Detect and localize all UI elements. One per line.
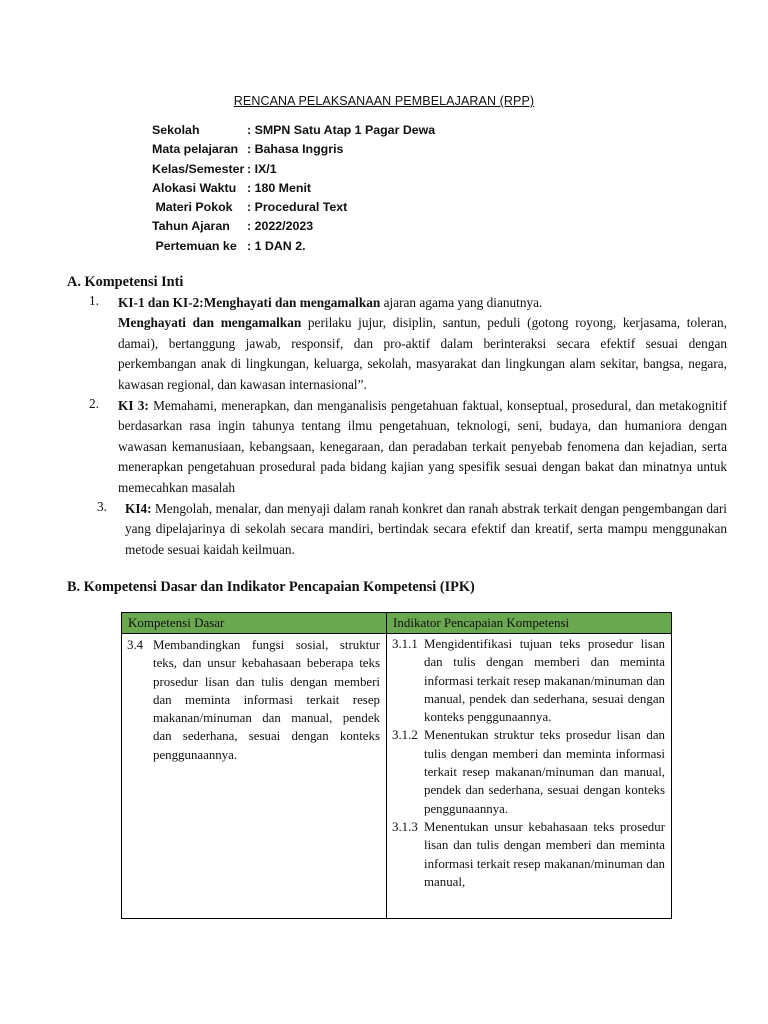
ki-body — [118, 396, 727, 498]
section-kompetensi-inti — [67, 272, 727, 560]
table-header — [122, 613, 671, 634]
kd-cell — [122, 634, 387, 919]
ipk-number: 3.1.1 — [392, 637, 418, 651]
info-key: Sekolah — [152, 123, 200, 137]
info-key: Materi Pokok — [152, 200, 233, 215]
info-block — [152, 121, 435, 256]
ipk-number: 3.1.3 — [392, 819, 418, 834]
ki-bold-phrase: Menghayati dan mengamalkan — [118, 315, 302, 331]
document-title: RENCANA PELAKSANAAN PEMBELAJARAN (RPP) — [233, 94, 535, 108]
ipk-text: Menentukan struktur teks prosedur lisan dan tulis dengan memberi dan meminta informasi terkait resep makanan/minuman dan manual, pendek dan sederhana, sesuai dengan konteks penggunaannya. — [424, 728, 665, 816]
info-key: Mata pelajaran — [152, 142, 239, 157]
ki-bold-lead: KI4: — [125, 501, 152, 517]
table-row — [122, 634, 671, 919]
column-header: Indikator Pencapaian Kompetensi — [393, 615, 570, 630]
info-value: : 2022/2023 — [247, 219, 314, 234]
ipk-text: Menentukan unsur kebahasaan teks prosedur lisan dan tulis dengan memberi dan meminta informasi terkait resep makanan/minuman dan manual, — [424, 819, 665, 889]
info-value: : 1 DAN 2. — [247, 238, 306, 253]
ipk-item — [392, 818, 665, 891]
info-value: : IX/1 — [247, 161, 277, 176]
kd-text: Membandingkan fungsi sosial, struktur teks, dan unsur kebahasaan beberapa teks prosedur lisan dan tulis dengan memberi dan meminta informasi terkait resep makanan/minuman dan manual, pendek dan sederhana, sesuai dengan konteks penggunaannya. — [153, 638, 380, 762]
info-key: Alokasi Waktu — [152, 180, 237, 195]
ki-item — [67, 499, 727, 560]
column-header: Kompetensi Dasar — [122, 613, 387, 633]
section-heading: A. Kompetensi Inti — [67, 274, 184, 290]
info-row — [152, 179, 435, 198]
info-row — [152, 217, 435, 236]
info-row — [152, 160, 435, 179]
kd-ipk-table — [121, 612, 672, 919]
ki-item — [67, 293, 727, 395]
info-key: Kelas/Semester — [152, 161, 245, 176]
info-value: : Bahasa Inggris — [247, 142, 344, 157]
ki-bold-lead: KI 3: — [118, 398, 149, 414]
info-row — [152, 121, 435, 140]
info-value: : 180 Menit — [247, 180, 312, 195]
ki-text: perilaku jujur, disiplin, santun, peduli (gotong royong, kerjasama, toleran, damai), bertanggung jawab, responsif, dan pro-aktif dalam berinteraksi secara efektif sesuai dengan perkembangan anak di lingkungan, keluarga, sekolah, masyarakat dan lingkungan alam sekitar, bangsa, negara, kawasan regional, dan kawasan internasional”. — [118, 315, 727, 392]
ki-item — [67, 396, 727, 498]
ki-body — [118, 293, 727, 395]
ipk-number: 3.1.2 — [392, 728, 418, 743]
ki-number: 1. — [89, 293, 99, 308]
ki-text: Memahami, menerapkan, dan menganalisis pengetahuan faktual, konseptual, prosedural, dan metakognitif berdasarkan rasa ingin tahunya tentang ilmu pengetahuan, teknologi, seni, budaya, dan humaniora dengan wawasan kemanusiaan, kebangsaan, kenegaraan, dan peradaban terkait penyebab fenomena dan kejadian, serta menerapkan pengetahuan prosedural pada bidang kajian yang spesifik sesuai dengan bakat dan minatnya untuk memecahkan masalah — [118, 398, 727, 495]
ki-body — [125, 499, 727, 560]
section-heading: B. Kompetensi Dasar dan Indikator Pencapaian Kompetensi (IPK) — [67, 579, 475, 595]
ki-text: Mengolah, menalar, dan menyaji dalam ranah konkret dan ranah abstrak terkait dengan pengembangan dari yang dipelajarinya di sekolah secara mandiri, bertindak secara efektif dan kreatif, serta mampu menggunakan metode sesuai kaidah keilmuan. — [125, 501, 727, 557]
ipk-item — [392, 726, 665, 817]
ipk-text: Mengidentifikasi tujuan teks prosedur lisan dan tulis dengan memberi dan meminta informasi terkait resep makanan/minuman dan manual, pendek dan sederhana, sesuai dengan konteks penggunaannya. — [424, 637, 665, 725]
info-key: Pertemuan ke — [152, 238, 237, 253]
info-row — [152, 237, 435, 256]
info-row — [152, 198, 435, 217]
ki-text: ajaran agama yang dianutnya. — [380, 295, 543, 310]
info-value: : SMPN Satu Atap 1 Pagar Dewa — [247, 123, 436, 137]
info-value: : Procedural Text — [247, 200, 348, 215]
info-row — [152, 140, 435, 159]
ki-number: 3. — [97, 499, 107, 515]
ipk-item — [392, 635, 665, 726]
ipk-cell — [387, 634, 671, 919]
info-key: Tahun Ajaran — [152, 219, 230, 234]
ki-number: 2. — [89, 396, 99, 412]
ki-bold-lead: KI-1 dan KI-2:Menghayati dan mengamalkan — [118, 295, 381, 310]
kd-number: 3.4 — [127, 638, 144, 652]
